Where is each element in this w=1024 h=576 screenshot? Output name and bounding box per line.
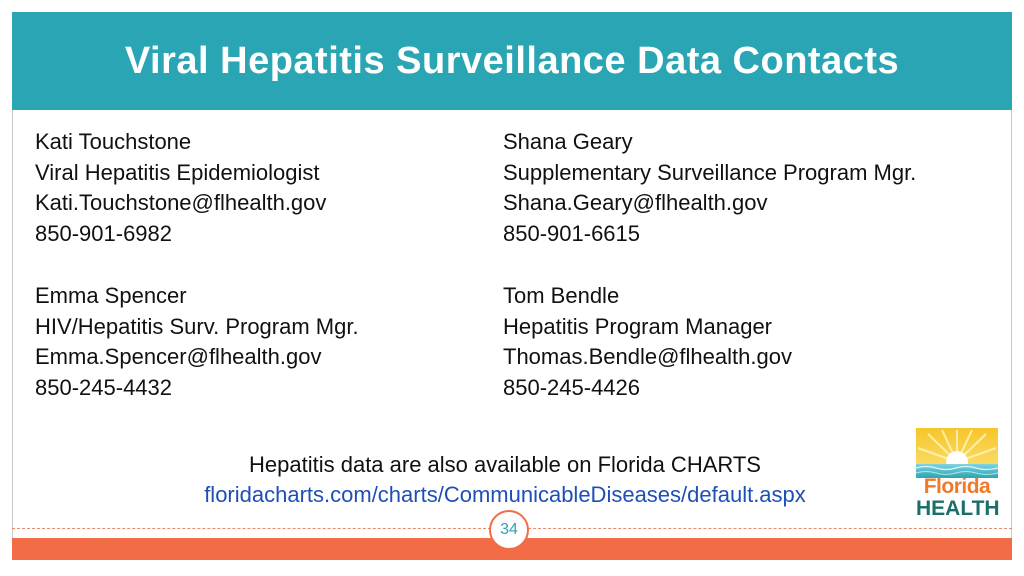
contact-email: Kati.Touchstone@flhealth.gov (35, 190, 327, 215)
contact-email: Thomas.Bendle@flhealth.gov (503, 344, 792, 369)
contact-phone: 850-245-4432 (35, 374, 173, 400)
contact-name: Kati Touchstone (35, 129, 192, 154)
contact-email: Emma.Spencer@flhealth.gov (35, 344, 322, 369)
contact-name: Shana Geary (503, 129, 633, 154)
contact-phone: 850-901-6982 (35, 220, 173, 246)
contact-phone: 850-901-6615 (503, 220, 641, 246)
contact-name: Emma Spencer (35, 283, 187, 308)
contact-name: Tom Bendle (503, 283, 620, 308)
florida-health-logo (916, 428, 998, 520)
contact-role: Viral Hepatitis Epidemiologist (35, 159, 320, 185)
contact-card-touchstone (35, 127, 326, 249)
sun-ocean-icon (916, 428, 998, 478)
charts-note: Hepatitis data are also available on Florida CHARTS (249, 452, 761, 477)
contact-role: Hepatitis Program Manager (503, 313, 773, 339)
contact-card-bendle (503, 281, 792, 403)
logo-wordmark-florida: Florida (923, 475, 991, 498)
contact-email: Shana.Geary@flhealth.gov (503, 190, 768, 215)
page-number-badge (489, 510, 529, 550)
contact-phone: 850-245-4426 (503, 374, 641, 400)
contact-role: Supplementary Surveillance Program Mgr. (503, 159, 917, 185)
page-number: 34 (500, 521, 518, 538)
logo-wordmark-health: HEALTH (916, 497, 1000, 520)
charts-link[interactable]: floridacharts.com/charts/CommunicableDiseases/default.aspx (204, 482, 806, 507)
contact-card-geary (503, 127, 916, 249)
title-bar (12, 12, 1012, 110)
contact-role: HIV/Hepatitis Surv. Program Mgr. (35, 313, 359, 339)
contact-card-spencer (35, 281, 359, 403)
slide-title: Viral Hepatitis Surveillance Data Contacts (124, 40, 900, 82)
